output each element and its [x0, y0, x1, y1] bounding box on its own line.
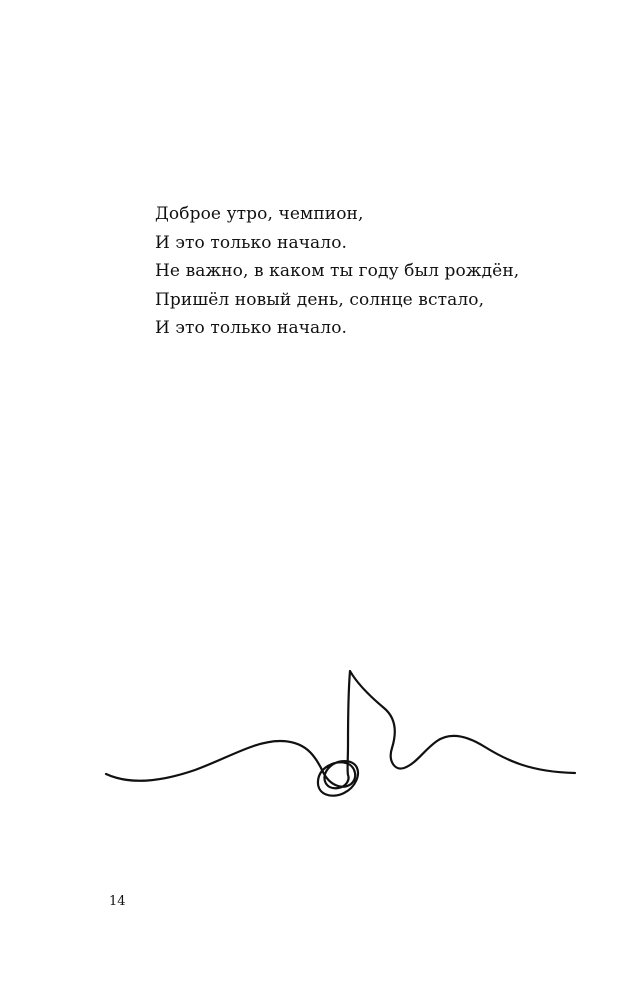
music-note-line-drawing-icon	[0, 640, 619, 840]
poem-line-4: Пришёл новый день, солнце встало,	[155, 289, 485, 310]
poem-line-1: Доброе утро, чемпион,	[155, 204, 364, 224]
poem-stanza	[155, 200, 519, 343]
poem-line-3: Не важно, в каком ты году был рождён,	[155, 261, 520, 281]
page-number: 14	[109, 894, 126, 909]
wave-line-with-note	[106, 671, 575, 796]
poem-line-2: И это только начало.	[155, 232, 348, 253]
poem-line-5: И это только начало.	[155, 318, 348, 338]
